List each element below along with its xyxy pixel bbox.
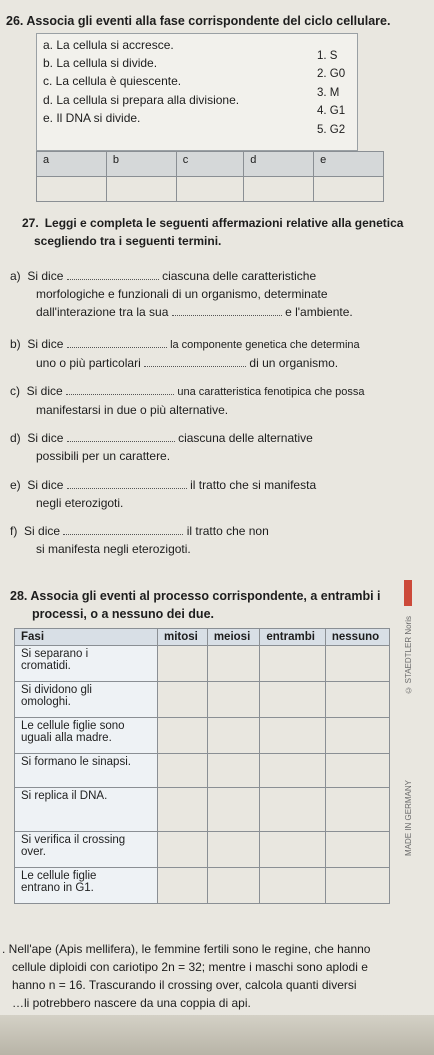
statement-text: Si dice: [27, 269, 64, 283]
check-cell[interactable]: [207, 832, 260, 868]
phase-cell: Si dividono gli omologhi.: [15, 682, 158, 718]
statement-text: Si dice: [24, 524, 61, 538]
event-b: b. La cellula si divide.: [43, 56, 158, 70]
question-29-line: …li potrebbero nascere da una coppia di api.: [12, 996, 251, 1010]
blank-field[interactable]: [67, 279, 159, 280]
question-27-text-2: scegliendo tra i seguenti termini.: [34, 234, 222, 248]
check-cell[interactable]: [260, 646, 325, 682]
check-cell[interactable]: [207, 754, 260, 788]
check-cell[interactable]: [207, 682, 260, 718]
col-header-entrambi: entrambi: [260, 629, 325, 646]
blank-field[interactable]: [66, 394, 174, 395]
answer-cell-c[interactable]: [176, 177, 244, 202]
statement-letter: f): [10, 524, 18, 538]
event-c: c. La cellula è quiescente.: [43, 74, 182, 88]
statement-text: e l'ambiente.: [285, 305, 353, 319]
question-26-heading: [6, 14, 390, 28]
phase-cell: Si replica il DNA.: [15, 788, 158, 832]
question-29-line: cellule diploidi con cariotipo 2n = 32; mentre i maschi sono aplodi e: [12, 960, 368, 974]
header-d: d: [244, 152, 314, 177]
check-cell[interactable]: [260, 832, 325, 868]
pencil-spine: [404, 580, 426, 960]
header-c: c: [176, 152, 244, 177]
check-cell[interactable]: [158, 646, 208, 682]
table-row: [15, 646, 390, 682]
phase-2: 2. G0: [317, 68, 346, 80]
statement-text: si manifesta negli eterozigoti.: [36, 542, 191, 556]
question-29-line: . Nell'ape (Apis mellifera), le femmine fertili sono le regine, che hanno: [2, 942, 371, 956]
table-row: [15, 718, 390, 754]
answer-cell-e[interactable]: [314, 177, 384, 202]
blank-field[interactable]: [172, 315, 282, 316]
statement-text: Si dice: [26, 384, 63, 398]
blank-field[interactable]: [63, 534, 183, 535]
check-cell[interactable]: [325, 788, 389, 832]
check-cell[interactable]: [260, 868, 325, 904]
statement-text: Si dice: [27, 478, 64, 492]
header-b: b: [106, 152, 176, 177]
statement-text: manifestarsi in due o più alternative.: [36, 403, 229, 417]
phase-1: 1. S: [317, 50, 338, 62]
statement-text: la componente genetica che determina: [170, 339, 360, 351]
statement-text: ciascuna delle alternative: [178, 431, 313, 445]
statement-text: negli eterozigoti.: [36, 496, 124, 510]
phase-4: 4. G1: [317, 105, 346, 117]
statement-text: il tratto che si manifesta: [190, 478, 317, 492]
statement-b: [10, 335, 420, 372]
check-cell[interactable]: [158, 754, 208, 788]
check-cell[interactable]: [325, 718, 389, 754]
statement-text: una caratteristica fenotipica che possa: [177, 386, 365, 398]
table-row: [15, 868, 390, 904]
check-cell[interactable]: [260, 682, 325, 718]
phase-cell: Si verifica il crossing over.: [15, 832, 158, 868]
check-cell[interactable]: [325, 646, 389, 682]
event-d: d. La cellula si prepara alla divisione.: [43, 93, 240, 107]
answer-table-26: [36, 151, 384, 202]
statement-text: possibili per un carattere.: [36, 449, 171, 463]
question-27-heading: [22, 214, 426, 250]
statement-letter: b): [10, 337, 21, 351]
phase-5: 5. G2: [317, 124, 346, 136]
check-cell[interactable]: [158, 868, 208, 904]
statement-text: di un organismo.: [249, 356, 339, 370]
table-row: [15, 788, 390, 832]
answer-cell-b[interactable]: [106, 177, 176, 202]
header-e: e: [314, 152, 384, 177]
header-a: a: [37, 152, 107, 177]
statement-text: dall'interazione tra la sua: [36, 305, 169, 319]
question-28-number: 28.: [10, 589, 28, 603]
blank-field[interactable]: [67, 441, 175, 442]
check-cell[interactable]: [207, 718, 260, 754]
check-cell[interactable]: [207, 788, 260, 832]
statement-c: [10, 382, 420, 419]
check-cell[interactable]: [260, 718, 325, 754]
question-26-number: 26.: [6, 14, 24, 28]
blank-field[interactable]: [144, 366, 246, 367]
statement-text: Si dice: [27, 431, 64, 445]
statement-e: [10, 476, 420, 512]
question-26-text: Associa gli eventi alla fase corrispondente del ciclo cellulare.: [26, 14, 391, 28]
check-cell[interactable]: [158, 682, 208, 718]
question-28-text-1: Associa gli eventi al processo corrispondente, a entrambi i: [30, 589, 381, 603]
phase-3: 3. M: [317, 87, 340, 99]
statement-f: [10, 522, 420, 558]
event-e: e. Il DNA si divide.: [43, 111, 141, 125]
table-row: [15, 754, 390, 788]
statement-letter: a): [10, 269, 21, 283]
check-cell[interactable]: [207, 646, 260, 682]
blank-field[interactable]: [67, 347, 167, 348]
check-cell[interactable]: [158, 788, 208, 832]
blank-field[interactable]: [67, 488, 187, 489]
col-header-mitosi: mitosi: [158, 629, 208, 646]
col-header-phases: Fasi: [15, 629, 158, 646]
events-box: [36, 33, 358, 151]
statement-text: uno o più particolari: [36, 356, 141, 370]
col-header-meiosi: meiosi: [207, 629, 260, 646]
phase-cell: Si formano le sinapsi.: [15, 754, 158, 788]
pencil-brand: © STAEDTLER Noris: [404, 616, 413, 695]
table-row: [15, 832, 390, 868]
phase-cell: Le cellule figlie entrano in G1.: [15, 868, 158, 904]
question-27-text-1: Leggi e completa le seguenti affermazioni relative alla genetica: [44, 216, 404, 230]
event-a: a. La cellula si accresce.: [43, 38, 174, 52]
question-28-heading: [10, 587, 414, 623]
statement-text: ciascuna delle caratteristiche: [162, 269, 317, 283]
phase-cell: Le cellule figlie sono uguali alla madre.: [15, 718, 158, 754]
check-cell[interactable]: [207, 868, 260, 904]
statement-letter: c): [10, 384, 20, 398]
statement-text: il tratto che non: [186, 524, 269, 538]
check-cell[interactable]: [325, 682, 389, 718]
answer-cell-d[interactable]: [244, 177, 314, 202]
question-29-line: hanno n = 16. Trascurando il crossing over, calcola quanti diversi: [12, 978, 357, 992]
statement-text: Si dice: [27, 337, 64, 351]
statement-letter: e): [10, 478, 21, 492]
page-bottom-shadow: [0, 1015, 434, 1055]
check-cell[interactable]: [325, 832, 389, 868]
question-27-number: 27.: [22, 216, 39, 230]
col-header-nessuno: nessuno: [325, 629, 389, 646]
phase-cell: Si separano i cromatidi.: [15, 646, 158, 682]
check-cell[interactable]: [158, 832, 208, 868]
statement-text: morfologiche e funzionali di un organismo, determinate: [36, 287, 328, 301]
table-row: [15, 682, 390, 718]
statement-letter: d): [10, 431, 21, 445]
check-cell[interactable]: [325, 754, 389, 788]
question-28-text-2: processi, o a nessuno dei due.: [32, 607, 214, 621]
check-cell[interactable]: [325, 868, 389, 904]
statement-d: [10, 429, 420, 465]
statement-a: [10, 267, 410, 321]
check-cell[interactable]: [260, 788, 325, 832]
check-cell[interactable]: [158, 718, 208, 754]
pencil-made-in: MADE IN GERMANY: [404, 780, 413, 857]
answer-cell-a[interactable]: [37, 177, 107, 202]
answer-table-28: [14, 628, 390, 904]
question-29-text: [2, 940, 412, 1012]
check-cell[interactable]: [260, 754, 325, 788]
